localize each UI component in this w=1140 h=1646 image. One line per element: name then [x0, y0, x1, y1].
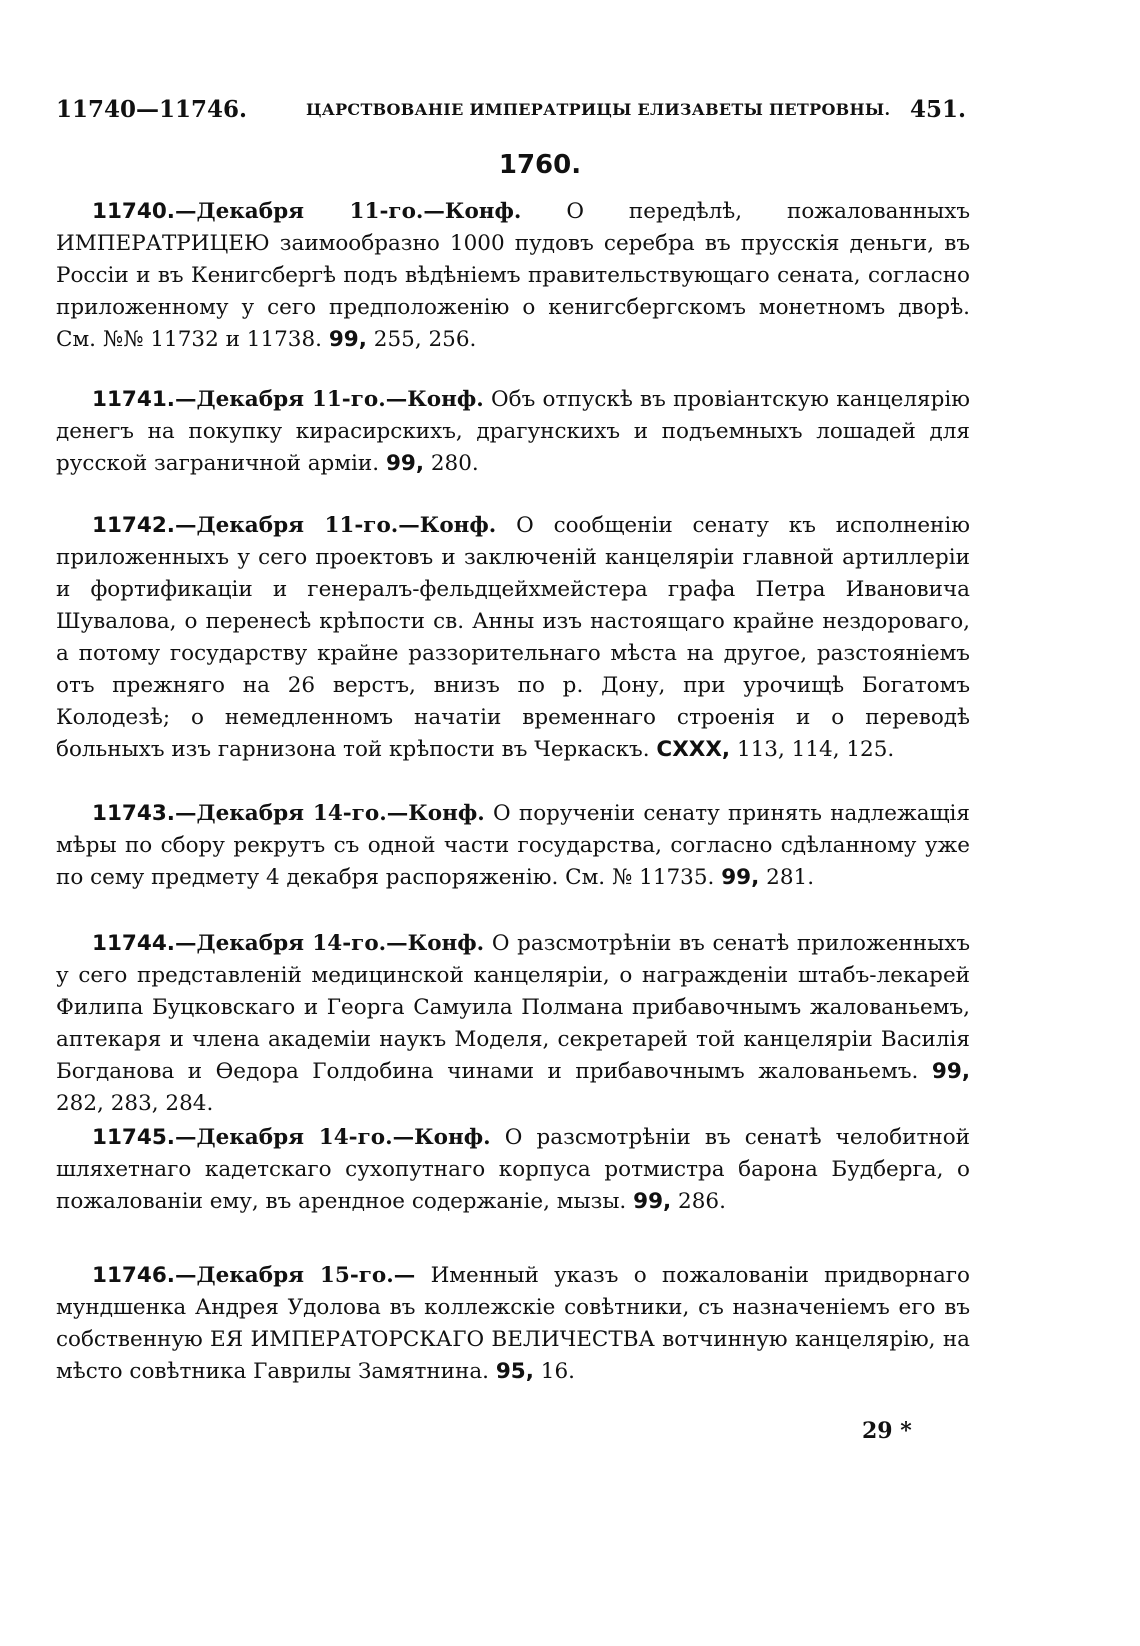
year-heading: 1760. [498, 150, 582, 180]
entry-date: —Декабря 11-го.—Конф. [174, 199, 522, 224]
entry-text: О сообщеніи сенату къ исполненію приложенныхъ у сего проектовъ и заключеній канцеляріи главной артиллеріи и фортификаціи и генералъ-фельдцейхмейстера графа Петра Ивановича Шувалова, о перенесѣ крѣпости св. Анны изъ настоящаго крайне нездороваго, а потому государству крайне раззорительнаго мѣста на другое, разстояніемъ отъ прежняго на 26 верстъ, внизъ по р. Дону, при урочищѣ Богатомъ Колодезѣ; о немедленномъ начатіи временнаго строенія и о переводѣ больныхъ изъ гарнизона той крѣпости въ Черкаскъ. [56, 513, 970, 762]
entry-number: 11745. [92, 1125, 175, 1150]
entry-paragraph [56, 1122, 970, 1218]
entry-ref-pages: 113, 114, 125. [736, 737, 895, 762]
entry-paragraph [56, 1260, 970, 1388]
entry-paragraph [56, 928, 970, 1120]
entry-number: 11746. [92, 1263, 175, 1288]
entry-number: 11744. [92, 931, 175, 956]
entry-number: 11740. [92, 199, 175, 224]
entry-text: О разсмотрѣніи въ сенатѣ приложенныхъ у сего представленій медицинской канцеляріи, о награжденіи штабъ-лекарей Филипа Буцковскаго и Георга Самуила Полмана прибавочнымъ жалованьемъ, аптекаря и члена академіи наукъ Моделя, секретарей той канцеляріи Василія Богданова и Өедора Голдобина чинами и прибавочнымъ жалованьемъ. [56, 931, 970, 1084]
entry-ref-volume: CXXX, [656, 737, 731, 762]
entry-text: Именный указъ о пожалованіи придворнаго мундшенка Андрея Удолова въ коллежскіе совѣтники, съ назначеніемъ его въ собственную ЕЯ ИМПЕРАТОРСКАГО ВЕЛИЧЕСТВА вотчинную канцелярію, на мѣсто совѣтника Гаврилы Замятнина. [56, 1263, 971, 1384]
entry-range: 11740—11746. [56, 96, 248, 123]
entry-ref-pages: 16. [540, 1359, 575, 1384]
running-title: ЦАРСТВОВАНІЕ ИМПЕРАТРИЦЫ ЕЛИЗАВЕТЫ ПЕТРОВНЫ. [306, 100, 891, 119]
entry-ref-pages: 282, 283, 284. [56, 1091, 214, 1116]
entry-ref-pages: 286. [678, 1189, 726, 1214]
entry-number: 11743. [92, 801, 175, 826]
entry-ref-volume: 99, [385, 451, 425, 476]
entry-ref-volume: 99, [633, 1189, 672, 1214]
entry-ref-pages: 280. [430, 451, 479, 476]
entry-paragraph [56, 798, 970, 894]
entry-number: 11742. [92, 513, 175, 538]
signature-mark: 29 * [862, 1418, 912, 1444]
entry-date: —Декабря 14-го.—Конф. [174, 801, 485, 826]
entry-ref-pages: 281. [766, 865, 815, 890]
entry-text: О передѣлѣ, пожалованныхъ ИМПЕРАТРИЦЕЮ заимообразно 1000 пудовъ серебра въ прусскія деньги, въ Россіи и въ Кенигсбергѣ подъ вѣдѣніемъ правительствующаго сената, согласно приложенному у сего предположенію о кенигсбергскомъ монетномъ дворѣ. См. №№ 11732 и 11738. [56, 199, 971, 352]
entry-date: —Декабря 15-го.— [174, 1263, 416, 1288]
entry-date: —Декабря 11-го.—Конф. [174, 387, 484, 412]
entry-date: —Декабря 14-го.—Конф. [174, 931, 485, 956]
entry-paragraph [56, 196, 970, 356]
entry-text: Объ отпускѣ въ провіантскую канцелярію денегъ на покупку кирасирскихъ, драгунскихъ и подъемныхъ лошадей для русской заграничной арміи. [56, 387, 970, 476]
entry-number: 11741. [92, 387, 175, 412]
entry-ref-volume: 99, [328, 327, 367, 352]
entry-text: О разсмотрѣніи въ сенатѣ челобитной шляхетнаго кадетскаго сухопутнаго корпуса ротмистра барона Будберга, о пожалованіи ему, въ арендное содержаніе, мызы. [56, 1125, 970, 1214]
entry-date: —Декабря 11-го.—Конф. [174, 513, 497, 538]
page-number: 451. [909, 96, 966, 123]
entry-text: О порученіи сенату принять надлежащія мѣры по сбору рекрутъ съ одной части государства, согласно сдѣланному уже по сему предмету 4 декабря распоряженію. См. № 11735. [56, 801, 970, 890]
entry-ref-volume: 95, [495, 1359, 534, 1384]
entry-paragraph [56, 510, 970, 766]
entry-ref-volume: 99, [721, 865, 760, 890]
entry-ref-pages: 255, 256. [373, 327, 477, 352]
page-header [56, 96, 966, 130]
entry-paragraph [56, 384, 970, 480]
entry-ref-volume: 99, [931, 1059, 971, 1084]
entry-date: —Декабря 14-го.—Конф. [174, 1125, 491, 1150]
